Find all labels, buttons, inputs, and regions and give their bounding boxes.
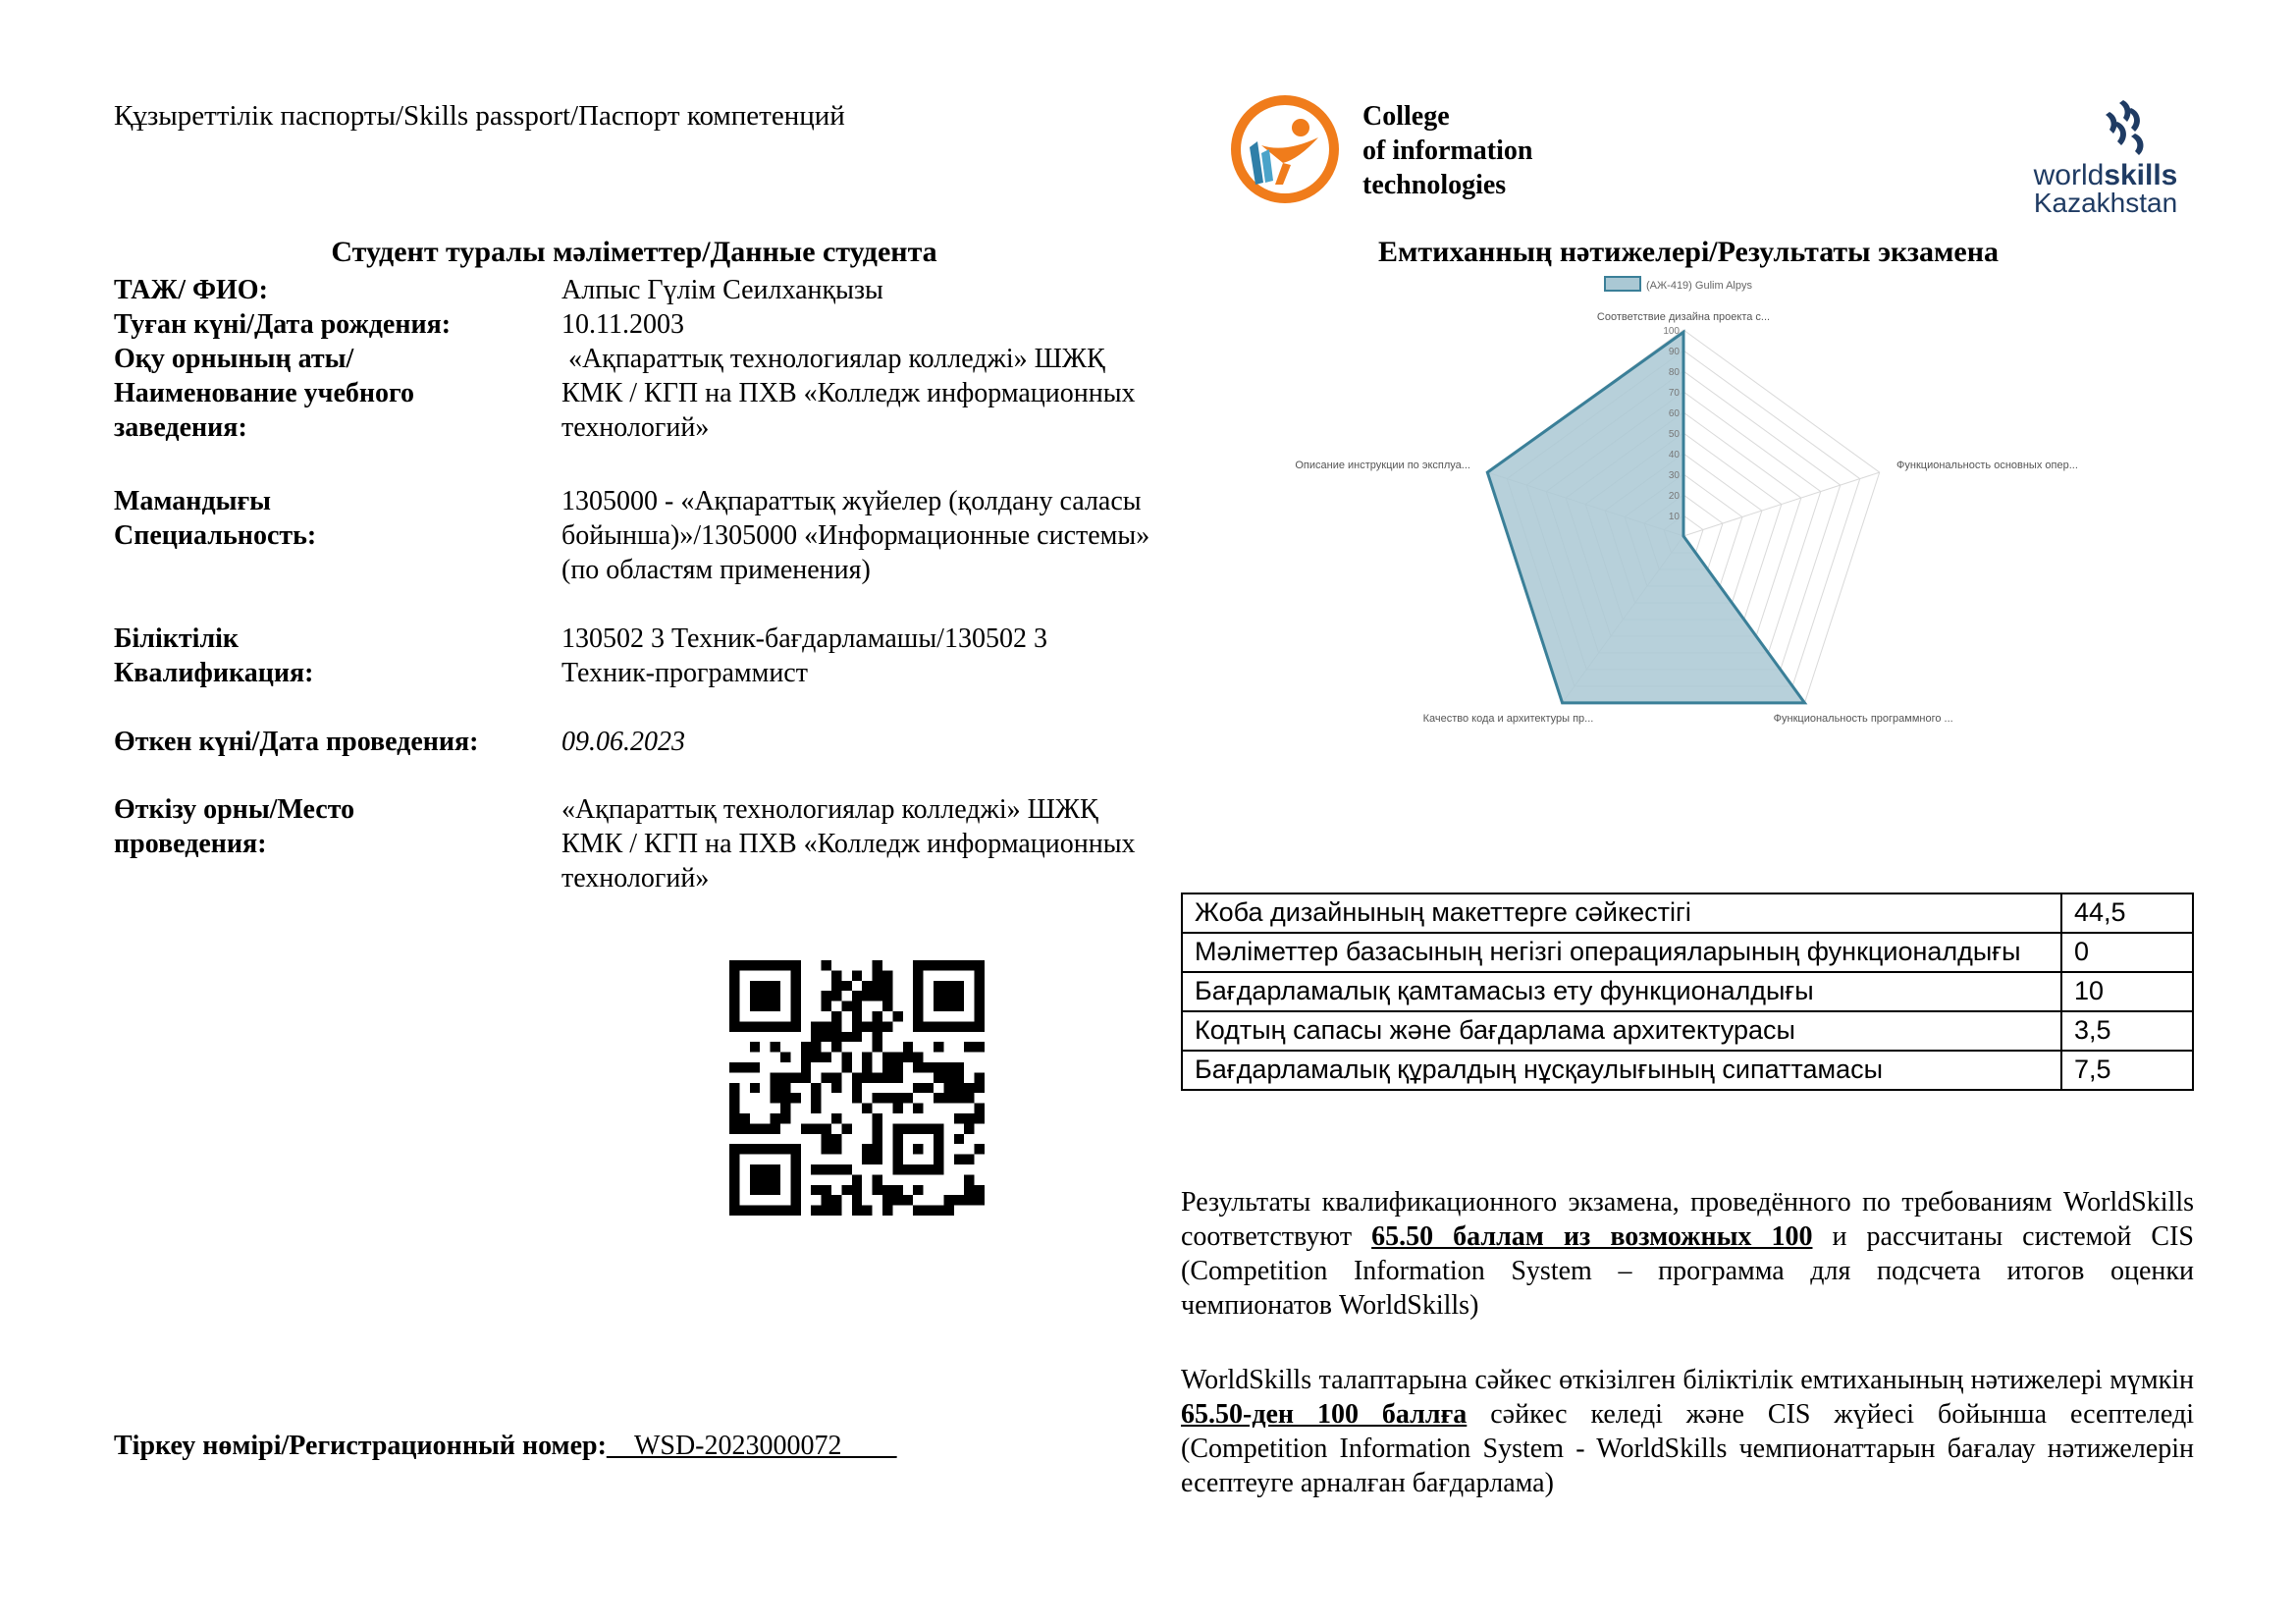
qr-module bbox=[822, 1001, 831, 1011]
qr-module bbox=[811, 1206, 821, 1216]
qr-module bbox=[943, 1093, 953, 1103]
qr-module bbox=[780, 1072, 790, 1082]
qr-module bbox=[873, 970, 882, 980]
qr-alignment bbox=[892, 1123, 902, 1174]
qr-module bbox=[831, 1032, 841, 1042]
qr-module bbox=[903, 1195, 913, 1205]
radar-spoke bbox=[1683, 472, 1880, 536]
qr-module bbox=[811, 1042, 821, 1052]
qr-module bbox=[964, 1185, 974, 1195]
table-row bbox=[1182, 933, 2193, 972]
qr-module bbox=[882, 1053, 892, 1062]
qr-module bbox=[892, 1104, 902, 1113]
qr-module bbox=[954, 1155, 964, 1164]
document-title: Құзыреттілік паспорты/Skills passport/Паспорт компетенций bbox=[114, 100, 845, 132]
qr-module bbox=[975, 1144, 985, 1154]
criterion-cell: Кодтың сапасы және бағдарлама архитектурасы bbox=[1182, 1011, 2061, 1051]
qr-module bbox=[903, 1053, 913, 1062]
qr-module bbox=[822, 1032, 831, 1042]
qr-module bbox=[852, 1072, 862, 1082]
qr-module bbox=[924, 1062, 934, 1072]
qr-module bbox=[964, 1113, 974, 1123]
qr-module bbox=[862, 1053, 872, 1062]
qr-module bbox=[862, 1021, 872, 1031]
institution-label: Оқу орнының аты/Наименование учебного заведения: bbox=[114, 344, 415, 443]
registration-line bbox=[114, 1431, 896, 1462]
qr-module bbox=[841, 1123, 851, 1133]
qr-module bbox=[760, 1123, 770, 1133]
qr-module bbox=[822, 991, 831, 1001]
qr-module bbox=[822, 1134, 831, 1144]
qr-module bbox=[975, 1195, 985, 1205]
qr-module bbox=[862, 1062, 872, 1072]
qr-module bbox=[975, 1072, 985, 1082]
qr-module bbox=[841, 1062, 851, 1072]
qr-module bbox=[750, 1042, 760, 1052]
table-row bbox=[1182, 972, 2193, 1011]
qr-module bbox=[954, 1072, 964, 1082]
qr-module bbox=[964, 1195, 974, 1205]
worldskills-emblem-icon bbox=[2106, 100, 2144, 155]
qr-module bbox=[964, 1083, 974, 1093]
qr-module bbox=[750, 1083, 760, 1093]
qr-module bbox=[924, 1206, 934, 1216]
student-section-heading: Студент туралы мәліметтер/Данные студента bbox=[331, 236, 937, 268]
qr-module bbox=[892, 1062, 902, 1072]
worldskills-logo bbox=[2007, 94, 2204, 216]
exam-date-label: Өткен күні/Дата проведения: bbox=[114, 727, 479, 757]
qr-alignment bbox=[934, 1123, 943, 1174]
qr-module bbox=[750, 1123, 760, 1133]
qr-module bbox=[975, 1104, 985, 1113]
exam-date-value: 09.06.2023 bbox=[561, 727, 685, 757]
qr-module bbox=[831, 1206, 841, 1216]
qr-module bbox=[780, 1053, 790, 1062]
qr-module bbox=[873, 1113, 882, 1123]
qr-module bbox=[882, 1021, 892, 1031]
summary-ru-score: 65.50 баллам из возможных 100 bbox=[1371, 1221, 1813, 1252]
qr-module bbox=[954, 1134, 964, 1144]
qr-module bbox=[873, 1185, 882, 1195]
qr-module bbox=[862, 1144, 872, 1154]
radar-tick-label: 60 bbox=[1668, 408, 1680, 419]
qr-module bbox=[913, 1062, 923, 1072]
qr-module bbox=[964, 1123, 974, 1133]
qr-module bbox=[873, 1144, 882, 1154]
qr-module bbox=[852, 1021, 862, 1031]
qr-module bbox=[729, 1123, 739, 1133]
qr-module bbox=[831, 1011, 841, 1021]
qr-module bbox=[852, 1001, 862, 1011]
qr-module bbox=[943, 1195, 953, 1205]
qr-module bbox=[943, 1072, 953, 1082]
qr-module bbox=[852, 970, 862, 980]
qr-module bbox=[934, 1093, 943, 1103]
summary-kz-before: WorldSkills талаптарына сәйкес өткізілген біліктілік емтиханының нәтижелері мүмкін bbox=[1181, 1365, 2194, 1395]
qr-module bbox=[801, 1053, 811, 1062]
qr-module bbox=[882, 1062, 892, 1072]
qr-module bbox=[852, 1011, 862, 1021]
college-name-line: technologies bbox=[1362, 170, 1507, 200]
qr-module bbox=[873, 1011, 882, 1021]
criterion-cell: Бағдарламалық қамтамасыз ету функционалдығы bbox=[1182, 972, 2061, 1011]
qr-module bbox=[934, 1072, 943, 1082]
qr-module bbox=[852, 1195, 862, 1205]
qr-module bbox=[822, 1021, 831, 1031]
qr-module bbox=[729, 1093, 739, 1103]
qr-module bbox=[852, 1032, 862, 1042]
qr-module bbox=[841, 1164, 851, 1174]
summary-ru-before: Результаты квалификационного экзамена, проведённого по требованиям WorldSkills соответствуют bbox=[1181, 1187, 2194, 1252]
qr-module bbox=[841, 1185, 851, 1195]
qr-module bbox=[943, 1206, 953, 1216]
summary-kz-score: 65.50-ден 100 баллға bbox=[1181, 1399, 1468, 1430]
qr-module bbox=[811, 1093, 821, 1103]
radar-axis-label: Соответствие дизайна проекта с... bbox=[1596, 311, 1771, 323]
radar-chart bbox=[1256, 273, 2140, 764]
qr-module bbox=[975, 1083, 985, 1093]
qr-module bbox=[831, 1113, 841, 1123]
qr-module bbox=[739, 1113, 749, 1123]
qr-module bbox=[801, 1062, 811, 1072]
institution-value: «Ақпараттық технологиялар колледжі» ШЖҚ КМК / КГП на ПХВ «Колледж информационных технологий» bbox=[561, 344, 1143, 443]
qr-module bbox=[892, 1011, 902, 1021]
qr-module bbox=[811, 1053, 821, 1062]
qr-module bbox=[822, 1123, 831, 1133]
summary-kz-after: сәйкес келеді және CIS жүйесі бойынша есептеледі (Competition Information System - WorldSkills чемпионаттарын бағалау нәтижелерін есептеуге арналған бағдарлама) bbox=[1181, 1399, 2194, 1498]
qr-module bbox=[892, 1072, 902, 1082]
qr-module bbox=[811, 1083, 821, 1093]
radar-tick-label: 100 bbox=[1663, 326, 1680, 337]
radar-legend-swatch bbox=[1605, 277, 1640, 291]
table-row bbox=[1182, 1051, 2193, 1090]
qr-module bbox=[771, 1123, 780, 1133]
exam-place-value: «Ақпараттық технологиялар колледжі» ШЖҚ КМК / КГП на ПХВ «Колледж информационных технологий» bbox=[561, 794, 1136, 893]
qr-module bbox=[964, 1042, 974, 1052]
qr-module bbox=[934, 1062, 943, 1072]
qr-module bbox=[903, 1093, 913, 1103]
qr-module bbox=[801, 1123, 811, 1133]
qr-module bbox=[841, 1001, 851, 1011]
radar-tick-label: 10 bbox=[1668, 512, 1680, 522]
qr-module bbox=[811, 1123, 821, 1133]
fio-value: Алпыс Гүлім Сеилханқызы bbox=[561, 275, 883, 305]
qr-module bbox=[873, 991, 882, 1001]
specialty-value: 1305000 - «Ақпараттық жүйелер (қолдану саласы бойынша)»/1305000 «Информационные системы» (по областям применения) bbox=[561, 486, 1150, 585]
radar-tick-label: 30 bbox=[1668, 470, 1680, 481]
college-name bbox=[1362, 99, 1532, 202]
qr-module bbox=[954, 1062, 964, 1072]
qr-module bbox=[852, 1185, 862, 1195]
qr-module bbox=[934, 1042, 943, 1052]
qr-module bbox=[892, 1093, 902, 1103]
qr-module bbox=[841, 981, 851, 991]
qr-finder-pattern bbox=[729, 960, 801, 1032]
qr-module bbox=[811, 1185, 821, 1195]
qr-module bbox=[873, 960, 882, 970]
scores-table bbox=[1181, 893, 2194, 1091]
qr-module bbox=[822, 1206, 831, 1216]
radar-tick-label: 90 bbox=[1668, 347, 1680, 357]
qr-module bbox=[852, 991, 862, 1001]
qr-module bbox=[822, 1053, 831, 1062]
qr-module bbox=[852, 1083, 862, 1093]
qr-module bbox=[852, 1093, 862, 1103]
qr-module bbox=[882, 1072, 892, 1082]
radar-axis-label: Описание инструкции по эксплуа... bbox=[1295, 459, 1470, 471]
qr-module bbox=[954, 1113, 964, 1123]
qr-module bbox=[892, 1195, 902, 1205]
qr-module bbox=[882, 970, 892, 980]
qr-module bbox=[729, 1104, 739, 1113]
qr-alignment bbox=[913, 1144, 923, 1154]
qr-module bbox=[882, 1185, 892, 1195]
qr-module bbox=[739, 1062, 749, 1072]
qr-module bbox=[831, 1021, 841, 1031]
qr-module bbox=[822, 960, 831, 970]
criterion-cell: Мәліметтер базасының негізгі операцияларының функционалдығы bbox=[1182, 933, 2061, 972]
radar-tick-label: 50 bbox=[1668, 429, 1680, 440]
qr-module bbox=[831, 1134, 841, 1144]
qr-module bbox=[831, 1072, 841, 1082]
radar-tick-label: 20 bbox=[1668, 491, 1680, 502]
radar-tick-label: 40 bbox=[1668, 450, 1680, 460]
qr-module bbox=[831, 1144, 841, 1154]
qr-module bbox=[780, 1113, 790, 1123]
qr-module bbox=[771, 1113, 780, 1123]
radar-tick-label: 70 bbox=[1668, 388, 1680, 399]
qr-module bbox=[934, 1206, 943, 1216]
qr-module bbox=[975, 1185, 985, 1195]
score-cell: 3,5 bbox=[2061, 1011, 2193, 1051]
qr-module bbox=[831, 1042, 841, 1052]
qr-module bbox=[780, 1104, 790, 1113]
results-section-heading: Емтиханның нәтижелері/Результаты экзамена bbox=[1377, 236, 2000, 268]
qr-module bbox=[862, 1206, 872, 1216]
qr-module bbox=[873, 1174, 882, 1184]
qr-module bbox=[852, 1206, 862, 1216]
birthdate-value: 10.11.2003 bbox=[561, 309, 684, 340]
qr-module bbox=[811, 1104, 821, 1113]
qr-module bbox=[873, 1042, 882, 1052]
qr-module bbox=[964, 1093, 974, 1103]
criterion-cell: Жоба дизайнының макеттерге сәйкестігі bbox=[1182, 893, 2061, 933]
qr-module bbox=[831, 970, 841, 980]
criterion-cell: Бағдарламалық құралдың нұсқаулығының сипаттамасы bbox=[1182, 1051, 2061, 1090]
qr-module bbox=[873, 1093, 882, 1103]
qr-module bbox=[811, 1164, 821, 1174]
qr-module bbox=[811, 1021, 821, 1031]
ws-country: Kazakhstan bbox=[2033, 188, 2178, 216]
qr-module bbox=[729, 1062, 739, 1072]
qr-module bbox=[852, 1174, 862, 1184]
qr-module bbox=[913, 1053, 923, 1062]
qr-module bbox=[913, 1206, 923, 1216]
qr-module bbox=[801, 1072, 811, 1082]
table-row bbox=[1182, 1011, 2193, 1051]
qr-module bbox=[873, 1072, 882, 1082]
qr-module bbox=[873, 1134, 882, 1144]
qr-module bbox=[964, 1155, 974, 1164]
qr-module bbox=[729, 1113, 739, 1123]
qr-module bbox=[943, 1062, 953, 1072]
qr-module bbox=[873, 1155, 882, 1164]
qualification-label: Біліктілік Квалификация: bbox=[114, 623, 314, 688]
qr-module bbox=[862, 1155, 872, 1164]
birthdate-label: Туған күні/Дата рождения: bbox=[114, 309, 452, 340]
qr-finder-pattern bbox=[729, 1144, 801, 1216]
qr-module bbox=[841, 1032, 851, 1042]
qr-module bbox=[831, 1083, 841, 1093]
radar-series-area bbox=[1487, 332, 1804, 703]
qr-module bbox=[873, 981, 882, 991]
summary-kz bbox=[1181, 1363, 2194, 1500]
qr-module bbox=[771, 1083, 780, 1093]
qr-module bbox=[882, 991, 892, 1001]
college-name-line: College bbox=[1362, 101, 1450, 132]
qr-module bbox=[822, 1164, 831, 1174]
qr-module bbox=[841, 1053, 851, 1062]
qr-module bbox=[892, 1185, 902, 1195]
qr-module bbox=[750, 1062, 760, 1072]
qr-module bbox=[831, 1164, 841, 1174]
qr-module bbox=[729, 1083, 739, 1093]
summary-ru-after: и рассчитаны системой CIS (Competition Information System – программа для подсчета итогов оценки чемпионатов WorldSkills) bbox=[1181, 1221, 2194, 1321]
qr-module bbox=[913, 1104, 923, 1113]
qr-module bbox=[831, 991, 841, 1001]
qr-module bbox=[801, 1042, 811, 1052]
score-cell: 0 bbox=[2061, 933, 2193, 972]
fio-label: ТАЖ/ ФИО: bbox=[114, 275, 268, 305]
qr-module bbox=[964, 1174, 974, 1184]
qr-module bbox=[822, 1185, 831, 1195]
qr-module bbox=[831, 1195, 841, 1205]
registration-label: Тіркеу нөмірі/Регистрационный номер: bbox=[114, 1431, 607, 1461]
qr-module bbox=[822, 1144, 831, 1154]
score-cell: 44,5 bbox=[2061, 893, 2193, 933]
qr-module bbox=[771, 1093, 780, 1103]
radar-axis-label: Функциональность программного ... bbox=[1773, 713, 1953, 726]
qr-module bbox=[873, 1123, 882, 1133]
exam-place-label: Өткізу орны/Место проведения: bbox=[114, 794, 355, 859]
qr-module bbox=[831, 981, 841, 991]
qr-module bbox=[862, 981, 872, 991]
qr-module bbox=[873, 1032, 882, 1042]
qr-module bbox=[780, 1093, 790, 1103]
radar-legend-label: (АЖ-419) Gulim Alpys bbox=[1646, 280, 1752, 292]
qr-module bbox=[790, 1093, 800, 1103]
radar-axis-label: Функциональность основных опер... bbox=[1896, 459, 2078, 471]
qr-module bbox=[882, 1206, 892, 1216]
qr-module bbox=[975, 1042, 985, 1052]
qr-module bbox=[954, 1083, 964, 1093]
ws-brand-bold: skills bbox=[2104, 159, 2178, 191]
score-cell: 7,5 bbox=[2061, 1051, 2193, 1090]
qr-module bbox=[913, 1083, 923, 1093]
qr-module bbox=[882, 1195, 892, 1205]
qr-module bbox=[913, 1185, 923, 1195]
qr-finder-pattern bbox=[913, 960, 985, 1032]
qr-module bbox=[771, 1042, 780, 1052]
qr-module bbox=[780, 1083, 790, 1093]
radar-axis-label: Качество кода и архитектуры пр... bbox=[1422, 713, 1594, 726]
qr-module bbox=[873, 1021, 882, 1031]
qualification-value: 130502 3 Техник-бағдарламашы/130502 3 Техник-программист bbox=[561, 623, 1047, 688]
qr-module bbox=[862, 1072, 872, 1082]
qr-module bbox=[862, 1104, 872, 1113]
qr-module bbox=[882, 1001, 892, 1011]
qr-module bbox=[822, 1072, 831, 1082]
summary-ru bbox=[1181, 1185, 2194, 1323]
qr-module bbox=[943, 1083, 953, 1093]
qr-module bbox=[892, 1053, 902, 1062]
qr-module bbox=[739, 1123, 749, 1133]
score-cell: 10 bbox=[2061, 972, 2193, 1011]
qr-module bbox=[882, 981, 892, 991]
table-row bbox=[1182, 893, 2193, 933]
college-logo bbox=[1224, 94, 1352, 204]
qr-module bbox=[882, 1093, 892, 1103]
qr-module bbox=[975, 1113, 985, 1123]
qr-module bbox=[862, 991, 872, 1001]
ws-brand-light: world bbox=[2033, 159, 2105, 191]
qr-module bbox=[903, 1042, 913, 1052]
qr-module bbox=[954, 1195, 964, 1205]
specialty-label: Мамандығы Специальность: bbox=[114, 486, 317, 551]
qr-module bbox=[811, 1032, 821, 1042]
radar-tick-label: 80 bbox=[1668, 367, 1680, 378]
qr-module bbox=[924, 1083, 934, 1093]
qr-module bbox=[954, 1093, 964, 1103]
qr-code bbox=[729, 960, 985, 1216]
qr-module bbox=[771, 1072, 780, 1082]
college-name-line: of information bbox=[1362, 135, 1533, 166]
qr-module bbox=[822, 1195, 831, 1205]
registration-number: __WSD-2023000072____ bbox=[606, 1431, 897, 1461]
qr-module bbox=[790, 1072, 800, 1082]
